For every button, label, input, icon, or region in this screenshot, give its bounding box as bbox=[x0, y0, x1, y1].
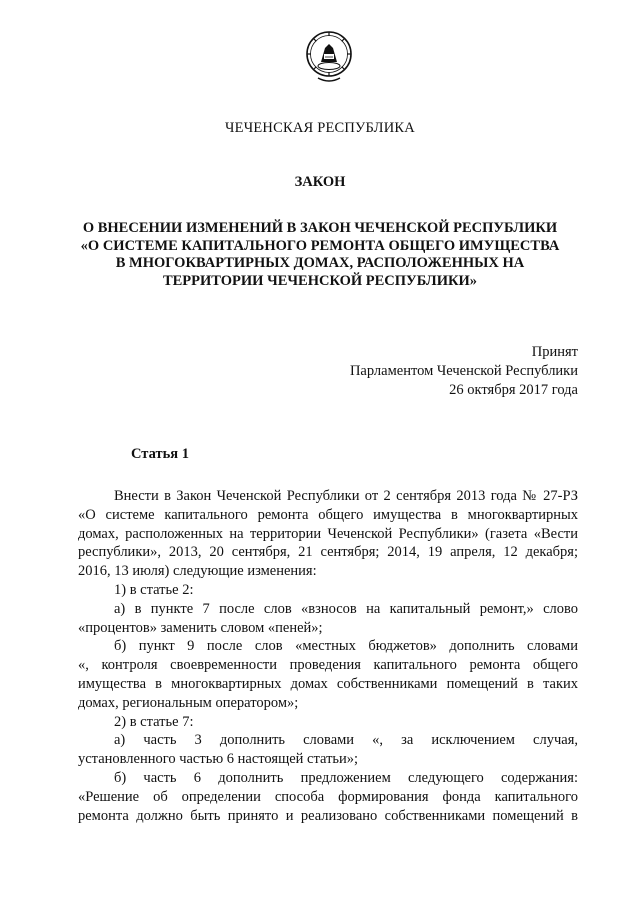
adopted-label: Принят bbox=[531, 344, 578, 360]
adopted-date: 26 октября 2017 года bbox=[449, 382, 578, 398]
document-type: ЗАКОН bbox=[294, 174, 346, 190]
body-line: имущества в многоквартирных домах собственниками помещений в таких bbox=[78, 675, 578, 692]
body-line: «, контроля своевременности проведения капитального ремонта общего bbox=[78, 657, 578, 674]
body-line: домах, региональным оператором»; bbox=[78, 694, 299, 711]
title-line: «О СИСТЕМЕ КАПИТАЛЬНОГО РЕМОНТА ОБЩЕГО ИМУЩЕСТВА bbox=[80, 237, 560, 254]
document-title bbox=[0, 220, 640, 290]
country-name: ЧЕЧЕНСКАЯ РЕСПУБЛИКА bbox=[225, 120, 415, 136]
adoption-block bbox=[350, 343, 578, 400]
body-line: Внести в Закон Чеченской Республики от 2 сентября 2013 года № 27-РЗ bbox=[114, 488, 578, 504]
adopted-by: Парламентом Чеченской Республики bbox=[349, 363, 578, 379]
article-body bbox=[78, 487, 578, 825]
body-line: б) пункт 9 после слов «местных бюджетов» дополнить словами bbox=[114, 638, 578, 655]
article-heading: Статья 1 bbox=[131, 446, 189, 462]
body-line: ремонта должно быть принято и реализовано собственниками помещений в bbox=[78, 807, 578, 824]
body-line: домах, расположенных на территории Чеченской Республики» (газета «Вести bbox=[78, 525, 578, 542]
body-line: «процентов» заменить словом «пеней»; bbox=[78, 619, 323, 636]
body-line: «Решение об определении способа формирования фонда капитального bbox=[78, 788, 578, 805]
body-line: а) в пункте 7 после слов «взносов на капитальный ремонт,» слово bbox=[114, 600, 578, 617]
chechen-republic-coat-of-arms-icon bbox=[304, 26, 354, 86]
body-line: 2) в статье 7: bbox=[114, 713, 194, 730]
body-line: а) часть 3 дополнить словами «, за исключением случая, bbox=[114, 732, 578, 749]
body-line: республики», 2013, 20 сентября, 21 сентября; 2014, 19 апреля, 12 декабря; bbox=[78, 544, 578, 561]
title-line: В МНОГОКВАРТИРНЫХ ДОМАХ, РАСПОЛОЖЕННЫХ НА bbox=[115, 255, 525, 271]
body-line: 2016, 13 июля) следующие изменения: bbox=[78, 563, 317, 580]
title-line: О ВНЕСЕНИИ ИЗМЕНЕНИЙ В ЗАКОН ЧЕЧЕНСКОЙ РЕСПУБЛИКИ bbox=[82, 220, 558, 236]
body-line: б) часть 6 дополнить предложением следующего содержания: bbox=[114, 769, 578, 786]
body-line: установленного частью 6 настоящей статьи»; bbox=[78, 751, 359, 768]
title-line: ТЕРРИТОРИИ ЧЕЧЕНСКОЙ РЕСПУБЛИКИ» bbox=[162, 272, 478, 289]
body-line: «О системе капитального ремонта общего имущества в многоквартирных bbox=[78, 506, 578, 523]
body-line: 1) в статье 2: bbox=[114, 581, 194, 598]
